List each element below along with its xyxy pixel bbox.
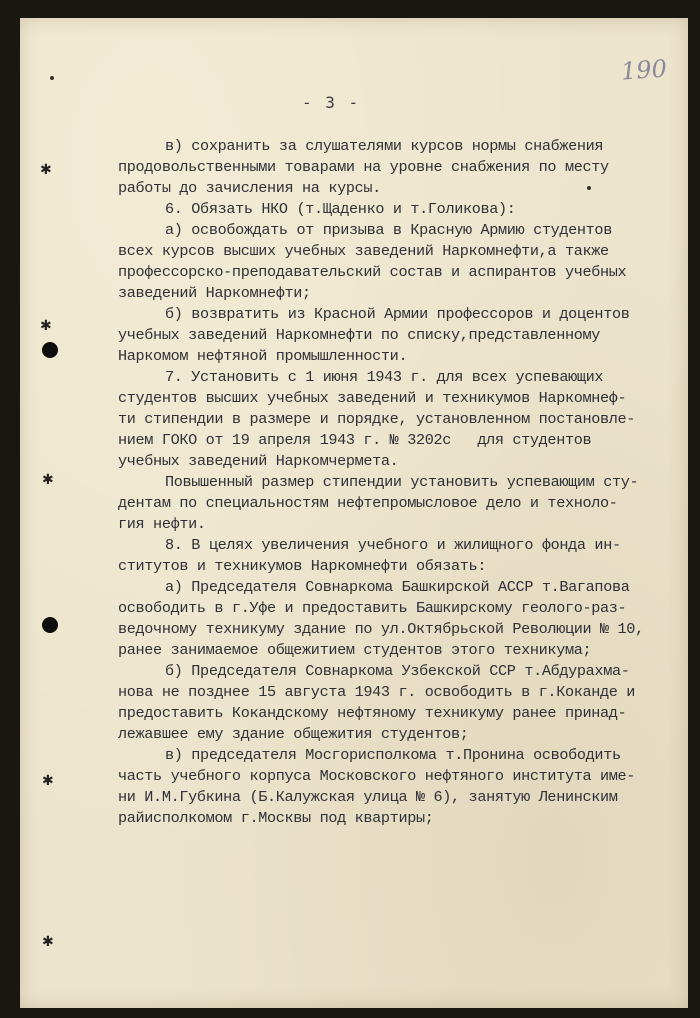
text-line: всех курсов высших учебных заведений Наркомнефти,а также [118, 242, 609, 260]
text-line: б) Председателя Совнаркома Узбекской ССР т.Абдурахма- [165, 662, 630, 680]
text-line: предоставить Кокандскому нефтяному техникуму ранее принад- [118, 704, 627, 722]
margin-mark: ✱ [40, 162, 52, 178]
text-line: освободить в г.Уфе и предоставить Башкирскому геолого-раз- [118, 599, 627, 617]
binding-hole [42, 342, 58, 358]
text-line: гия нефти. [118, 515, 206, 533]
specks [50, 76, 54, 80]
text-line: лежавшее ему здание общежития студентов; [118, 725, 469, 743]
text-line: ститутов и техникумов Наркомнефти обязать: [118, 557, 487, 575]
text-line: работы до зачисления на курсы. [118, 179, 381, 197]
text-line: в) сохранить за слушателями курсов нормы снабжения [165, 137, 604, 155]
text-line: нова не позднее 15 августа 1943 г. освободить в г.Коканде и [118, 683, 636, 701]
page-number: - 3 - [302, 93, 361, 112]
text-line: Повышенный размер стипендии установить успевающим сту- [165, 473, 639, 491]
margin-mark: ✱ [42, 472, 54, 488]
text-line: ни И.М.Губкина (Б.Калужская улица № 6), занятую Ленинским [118, 788, 618, 806]
text-line: учебных заведений Наркомнефти по списку,представленному [118, 326, 601, 344]
archive-page-number: 190 [620, 54, 668, 86]
text-line: 6. Обязать НКО (т.Щаденко и т.Голикова): [165, 200, 516, 218]
text-line: продовольственными товарами на уровне снабжения по месту [118, 158, 609, 176]
text-line: 7. Установить с 1 июня 1943 г. для всех успевающих [165, 368, 604, 386]
text-line: профессорско-преподавательский состав и аспирантов учебных [118, 263, 627, 281]
text-line: в) председателя Мосгорисполкома т.Пронина освободить [165, 746, 621, 764]
text-line: ти стипендии в размере и порядке, установленном постановле- [118, 410, 636, 428]
text-line: нием ГОКО от 19 апреля 1943 г. № 3202с для студентов [118, 431, 592, 449]
text-line: 8. В целях увеличения учебного и жилищного фонда ин- [165, 536, 621, 554]
text-line: заведений Наркомнефти; [118, 284, 311, 302]
text-line: а) освобождать от призыва в Красную Армию студентов [165, 221, 612, 239]
specks [587, 186, 591, 190]
text-line: Наркомом нефтяной промышленности. [118, 347, 408, 365]
text-line: а) Председателя Совнаркома Башкирской АССР т.Вагапова [165, 578, 630, 596]
text-line: студентов высших учебных заведений и техникумов Наркомнеф- [118, 389, 627, 407]
text-line: ранее занимаемое общежитием студентов этого техникума; [118, 641, 592, 659]
text-line: б) возвратить из Красной Армии профессоров и доцентов [165, 305, 630, 323]
text-line: райисполкомом г.Москвы под квартиры; [118, 809, 434, 827]
text-line: учебных заведений Наркомчермета. [118, 452, 399, 470]
margin-mark: ✱ [42, 773, 54, 789]
margin-mark: ✱ [42, 934, 54, 950]
text-line: часть учебного корпуса Московского нефтяного института име- [118, 767, 636, 785]
text-line: ведочному техникуму здание по ул.Октябрьской Революции № 10, [118, 620, 644, 638]
text-line: дентам по специальностям нефтепромысловое дело и техноло- [118, 494, 618, 512]
margin-mark: ✱ [40, 318, 52, 334]
binding-hole [42, 617, 58, 633]
